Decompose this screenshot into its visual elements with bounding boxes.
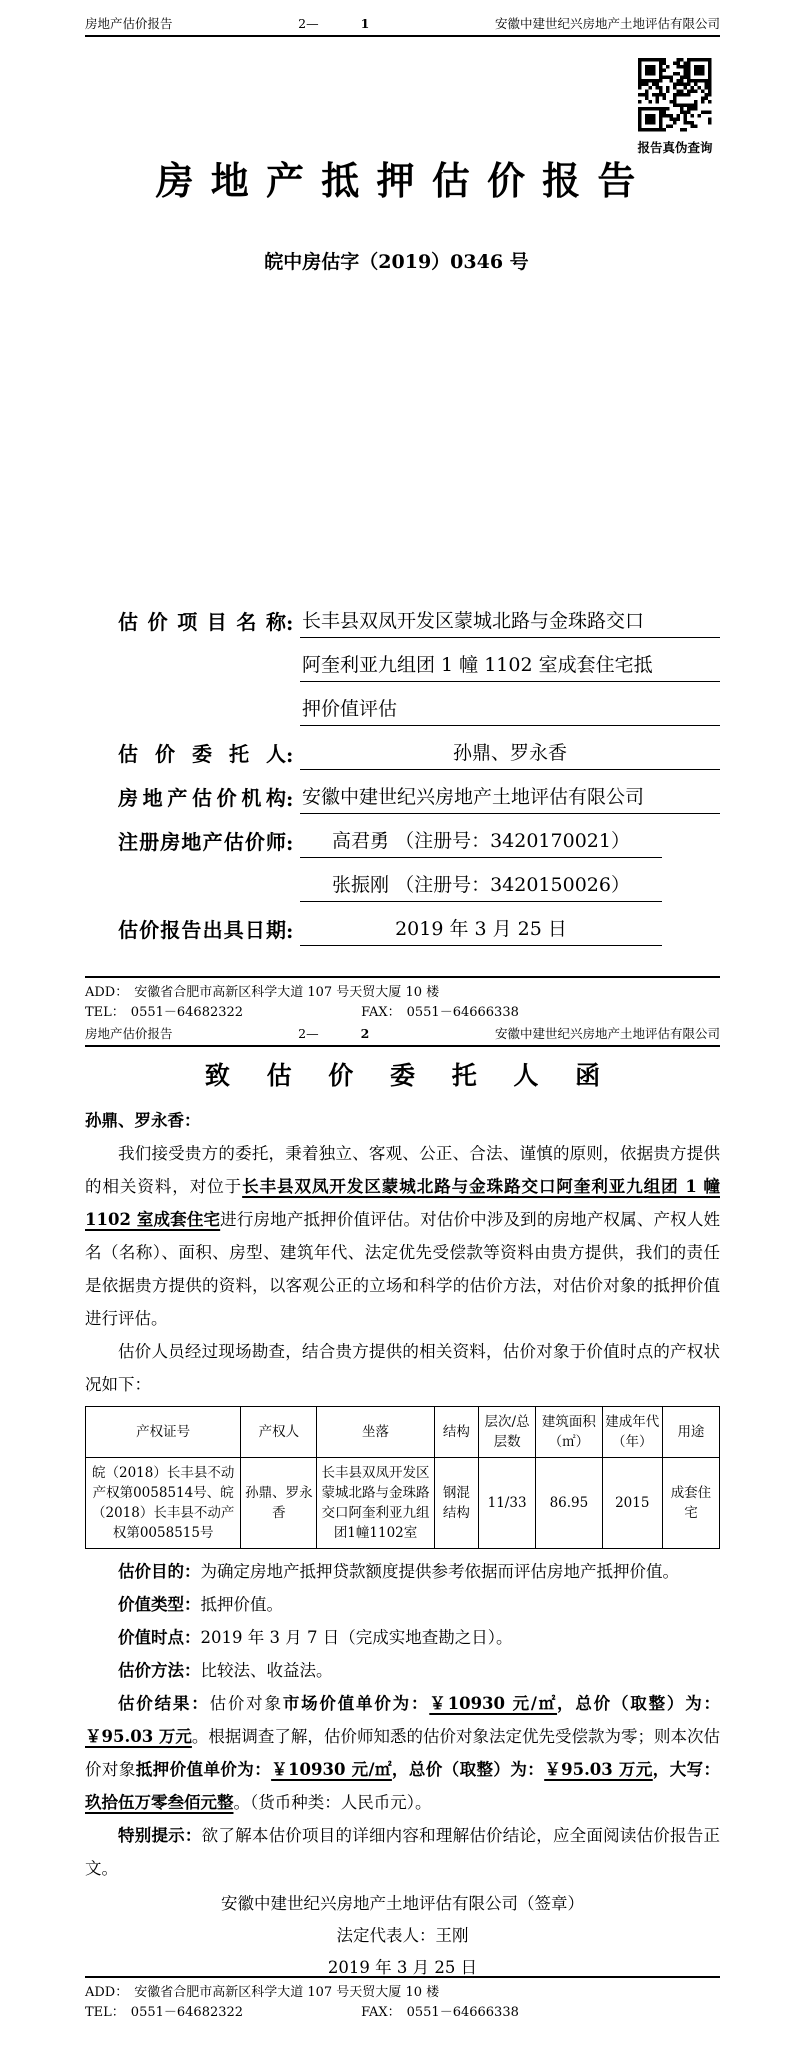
page1-running-header <box>85 16 720 37</box>
page-number: 2 <box>360 1026 370 1041</box>
qr-caption: 报告真伪查询 <box>637 139 713 155</box>
form-row-project2 <box>118 642 720 682</box>
qr-block <box>637 58 713 156</box>
client-label: 估 价 委 托 人 <box>118 742 286 766</box>
cell-owner: 孙鼎、罗永香 <box>241 1458 317 1549</box>
form-row-client <box>118 730 720 770</box>
project-name-line3: 押价值评估 <box>300 697 720 726</box>
form-row-appraiser1 <box>118 818 720 858</box>
page-number: 1 <box>360 16 370 31</box>
agency-value: 安徽中建世纪兴房地产土地评估有限公司 <box>300 785 720 814</box>
footer-tel: TEL： 0551－64682322 <box>85 2005 244 2020</box>
cell-structure: 钢混结构 <box>434 1458 478 1549</box>
label-colon: : <box>286 787 294 811</box>
signature-block <box>85 1888 720 1984</box>
footer-contact-line <box>85 1004 720 1021</box>
cell-floor: 11/33 <box>479 1458 536 1549</box>
paragraph-value-date: 价值时点：2019 年 3 月 7 日（完成实地查勘之日）。 <box>118 1628 513 1647</box>
property-table <box>85 1406 720 1549</box>
col-owner: 产权人 <box>241 1407 317 1458</box>
qr-code <box>637 58 713 136</box>
paragraph-purpose: 估价目的：为确定房地产抵押贷款额度提供参考依据而评估房地产抵押价值。 <box>118 1562 679 1581</box>
page2-footer <box>85 1976 720 2021</box>
paragraph-intro: 我们接受贵方的委托，秉着独立、客观、公正、合法、谨慎的原则，依据贵方提供的相关资料，对位于长丰县双凤开发区蒙城北路与金珠路交口阿奎利亚九组团 1 幢 1102 室成套住宅进行房地产抵押价值评估。对估价中涉及到的房地产权属、产权人姓名（名称）、面积、房型、建筑年代、法定优先受偿款等资料由贵方提供，我们的责任是依据贵方提供的资料，以客观公正的立场和科学的估价方法，对估价对象的抵押价值进行评估。 <box>85 1144 721 1328</box>
page-prefix: 2— <box>298 1026 319 1041</box>
col-location: 坐落 <box>317 1407 434 1458</box>
label-colon: : <box>286 743 294 767</box>
report-doc-number: 皖中房估字（2019）0346 号 <box>264 251 529 273</box>
form-row-agency <box>118 774 720 814</box>
label-colon: : <box>286 831 294 855</box>
header-company: 安徽中建世纪兴房地产土地评估有限公司 <box>494 16 720 31</box>
paragraph-special-note: 特别提示：欲了解本估价项目的详细内容和理解估价结论，应全面阅读估价报告正文。 <box>85 1826 721 1878</box>
paragraph-value-type: 价值类型：抵押价值。 <box>118 1595 283 1614</box>
footer-contact-line <box>85 2004 720 2021</box>
form-row-project <box>118 598 720 638</box>
address-value: 安徽省合肥市高新区科学大道 107 号天贸大厦 10 楼 <box>134 1985 440 2000</box>
col-year-built: 建成年代（年） <box>602 1407 662 1458</box>
cell-use: 成套住宅 <box>662 1458 719 1549</box>
label-colon: : <box>286 611 294 635</box>
form-row-date <box>118 906 720 946</box>
signature-legal-representative: 法定代表人：王刚 <box>336 1926 469 1945</box>
appraiser-label: 注册房地产估价师 <box>118 830 286 854</box>
address-label: ADD： <box>85 1985 129 2000</box>
form-row-project3 <box>118 686 720 726</box>
paragraph-survey: 估价人员经过现场勘查，结合贵方提供的相关资料，估价对象于价值时点的产权状况如下： <box>85 1342 720 1394</box>
report-title: 房 地 产 抵 押 估 价 报 告 <box>155 158 638 203</box>
project-name-line1: 长丰县双凤开发区蒙城北路与金珠路交口 <box>300 609 720 638</box>
header-doc-type: 房地产估价报告 <box>85 1026 173 1041</box>
header-page-indicator <box>298 1026 369 1042</box>
paragraph-result: 估价结果：估价对象市场价值单价为：￥10930 元/㎡，总价（取整）为：￥95.03 万元。根据调查了解，估价师知悉的估价对象法定优先受偿款为零；则本次估价对象抵押价值单价为：￥10930 元/㎡，总价（取整）为：￥95.03 万元，大写：玖拾伍万零叁佰元整。（货币种类：人民币元）。 <box>85 1694 721 1812</box>
appraiser2-value: 张振刚 （注册号：3420150026） <box>300 873 662 902</box>
client-value: 孙鼎、罗永香 <box>300 741 720 770</box>
header-page-indicator <box>298 16 369 32</box>
page2-running-header <box>85 1026 720 1047</box>
issue-date-value: 2019 年 3 月 25 日 <box>300 917 662 946</box>
cell-certificate-no: 皖（2018）长丰县不动产权第0058514号、皖（2018）长丰县不动产权第0058515号 <box>86 1458 241 1549</box>
col-certificate-no: 产权证号 <box>86 1407 241 1458</box>
agency-label: 房地产估价机构 <box>118 786 286 810</box>
project-name-label: 估 价 项 目 名 称 <box>118 610 286 634</box>
footer-fax: FAX： 0551－64666338 <box>361 2005 519 2020</box>
col-floor: 层次/总层数 <box>479 1407 536 1458</box>
page1-footer <box>85 976 720 1021</box>
col-structure: 结构 <box>434 1407 478 1458</box>
cell-year-built: 2015 <box>602 1458 662 1549</box>
signature-company: 安徽中建世纪兴房地产土地评估有限公司（签章） <box>221 1894 584 1913</box>
cover-form <box>118 598 720 950</box>
table-header-row <box>86 1407 720 1458</box>
issue-date-label: 估价报告出具日期 <box>118 918 286 942</box>
footer-tel: TEL： 0551－64682322 <box>85 1005 244 1020</box>
label-colon: : <box>286 919 294 943</box>
footer-fax: FAX： 0551－64666338 <box>361 1005 519 1020</box>
letter-body <box>85 1056 720 1984</box>
paragraph-method: 估价方法：比较法、收益法。 <box>118 1661 333 1680</box>
signature-date: 2019 年 3 月 25 日 <box>327 1958 478 1977</box>
footer-address-line <box>85 1984 720 2001</box>
col-area: 建筑面积（㎡） <box>536 1407 603 1458</box>
footer-address-line <box>85 984 720 1001</box>
table-row <box>86 1458 720 1549</box>
header-doc-type: 房地产估价报告 <box>85 16 173 31</box>
address-value: 安徽省合肥市高新区科学大道 107 号天贸大厦 10 楼 <box>134 985 440 1000</box>
page-prefix: 2— <box>298 16 319 31</box>
header-company: 安徽中建世纪兴房地产土地评估有限公司 <box>494 1026 720 1041</box>
letter-salutation: 孙鼎、罗永香： <box>85 1111 201 1130</box>
project-name-line2: 阿奎利亚九组团 1 幢 1102 室成套住宅抵 <box>300 653 720 682</box>
cell-area: 86.95 <box>536 1458 603 1549</box>
letter-title: 致 估 价 委 托 人 函 <box>204 1061 615 1090</box>
address-label: ADD： <box>85 985 129 1000</box>
cell-location: 长丰县双凤开发区蒙城北路与金珠路交口阿奎利亚九组团1幢1102室 <box>317 1458 434 1549</box>
appraiser1-value: 高君勇 （注册号：3420170021） <box>300 829 662 858</box>
col-use: 用途 <box>662 1407 719 1458</box>
form-row-appraiser2 <box>118 862 720 902</box>
